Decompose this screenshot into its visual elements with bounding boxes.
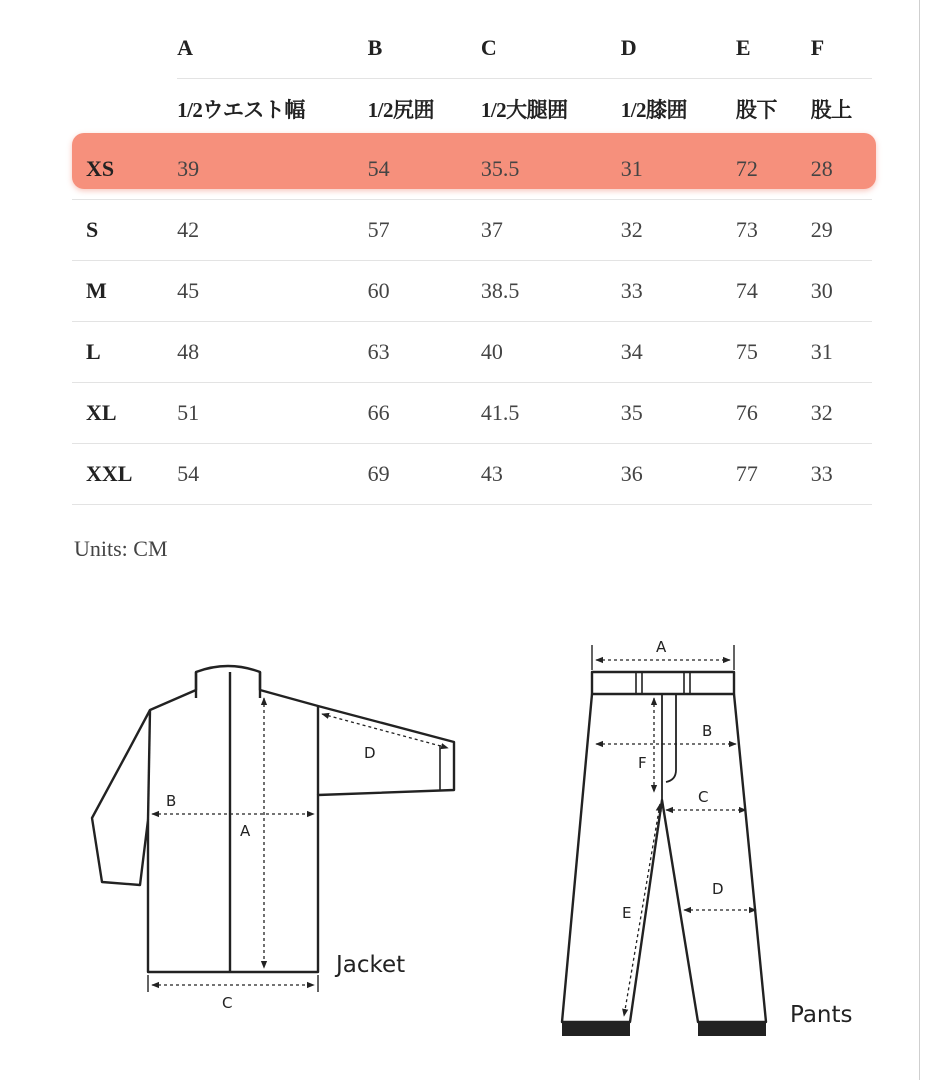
col-letter-c: C: [480, 35, 497, 60]
jacket-label-c: C: [222, 994, 233, 1012]
pants-hem-left: [562, 1022, 630, 1036]
pants-label-f: F: [638, 754, 647, 772]
table-cell: 33: [621, 261, 736, 322]
table-cell: 66: [368, 383, 481, 444]
jacket-measurements: [152, 698, 448, 985]
col-label-inseam: 股下: [736, 79, 811, 140]
pants-label-c: C: [698, 788, 709, 806]
table-cell: 39: [177, 156, 200, 181]
pants-label-b: B: [702, 722, 713, 740]
table-cell: 60: [368, 261, 481, 322]
pants-label-e: E: [622, 904, 632, 922]
table-cell: 48: [177, 322, 368, 383]
col-label-waist: 1/2ウエスト幅: [177, 79, 368, 140]
col-label-knee: 1/2膝囲: [621, 79, 736, 140]
col-letter-b: B: [367, 35, 383, 60]
size-label: XXL: [72, 444, 177, 505]
jacket-diagram: [92, 666, 454, 972]
table-cell: 51: [177, 383, 368, 444]
pants-diagram: [562, 672, 766, 1022]
table-cell: 69: [368, 444, 481, 505]
table-cell: 32: [621, 200, 736, 261]
table-cell: 38.5: [481, 261, 621, 322]
table-cell: 43: [481, 444, 621, 505]
jacket-outline: [92, 672, 454, 972]
table-cell: 31: [620, 156, 643, 181]
table-cell: 75: [736, 322, 811, 383]
table-cell: 29: [811, 200, 872, 261]
pants-waistband: [592, 672, 734, 694]
col-label-rise: 股上: [811, 79, 872, 140]
table-cell: 54: [367, 156, 390, 181]
jacket-label-b: B: [166, 792, 177, 810]
table-cell: 35: [621, 383, 736, 444]
table-cell: 45: [177, 261, 368, 322]
jacket-title: Jacket: [336, 952, 406, 978]
table-cell: 72: [735, 156, 758, 181]
table-cell: 31: [811, 322, 872, 383]
table-cell: 28: [810, 156, 833, 181]
col-letter-e: E: [735, 35, 751, 60]
pants-title: Pants: [790, 1002, 853, 1028]
col-label-thigh: 1/2大腿囲: [481, 79, 621, 140]
table-cell: 73: [736, 200, 811, 261]
table-cell: 42: [177, 200, 368, 261]
size-label: L: [72, 322, 177, 383]
col-letter-f: F: [810, 35, 825, 60]
table-cell: 57: [368, 200, 481, 261]
table-cell: 63: [368, 322, 481, 383]
pants-hem-right: [698, 1022, 766, 1036]
table-cell: 74: [736, 261, 811, 322]
size-label: XS: [86, 156, 115, 181]
table-cell: 32: [811, 383, 872, 444]
table-cell: 34: [621, 322, 736, 383]
size-label: M: [72, 261, 177, 322]
table-cell: 33: [811, 444, 872, 505]
pants-label-a: A: [656, 638, 667, 656]
table-cell: 35.5: [480, 156, 520, 181]
col-letter-d: D: [620, 35, 637, 60]
table-cell: 37: [481, 200, 621, 261]
jacket-label-a: A: [240, 822, 251, 840]
table-cell: 41.5: [481, 383, 621, 444]
units-note: Units: CM: [74, 536, 168, 561]
table-cell: 30: [811, 261, 872, 322]
pants-outline: [562, 694, 766, 1022]
jacket-collar: [196, 666, 260, 698]
table-cell: 54: [177, 444, 368, 505]
col-label-hip: 1/2尻囲: [368, 79, 481, 140]
size-label: XL: [72, 383, 177, 444]
size-label: S: [72, 200, 177, 261]
pants-label-d: D: [712, 880, 724, 898]
table-cell: 36: [621, 444, 736, 505]
jacket-label-d: D: [364, 744, 376, 762]
table-cell: 77: [736, 444, 811, 505]
col-letter-a: A: [177, 35, 193, 60]
table-cell: 76: [736, 383, 811, 444]
table-cell: 40: [481, 322, 621, 383]
